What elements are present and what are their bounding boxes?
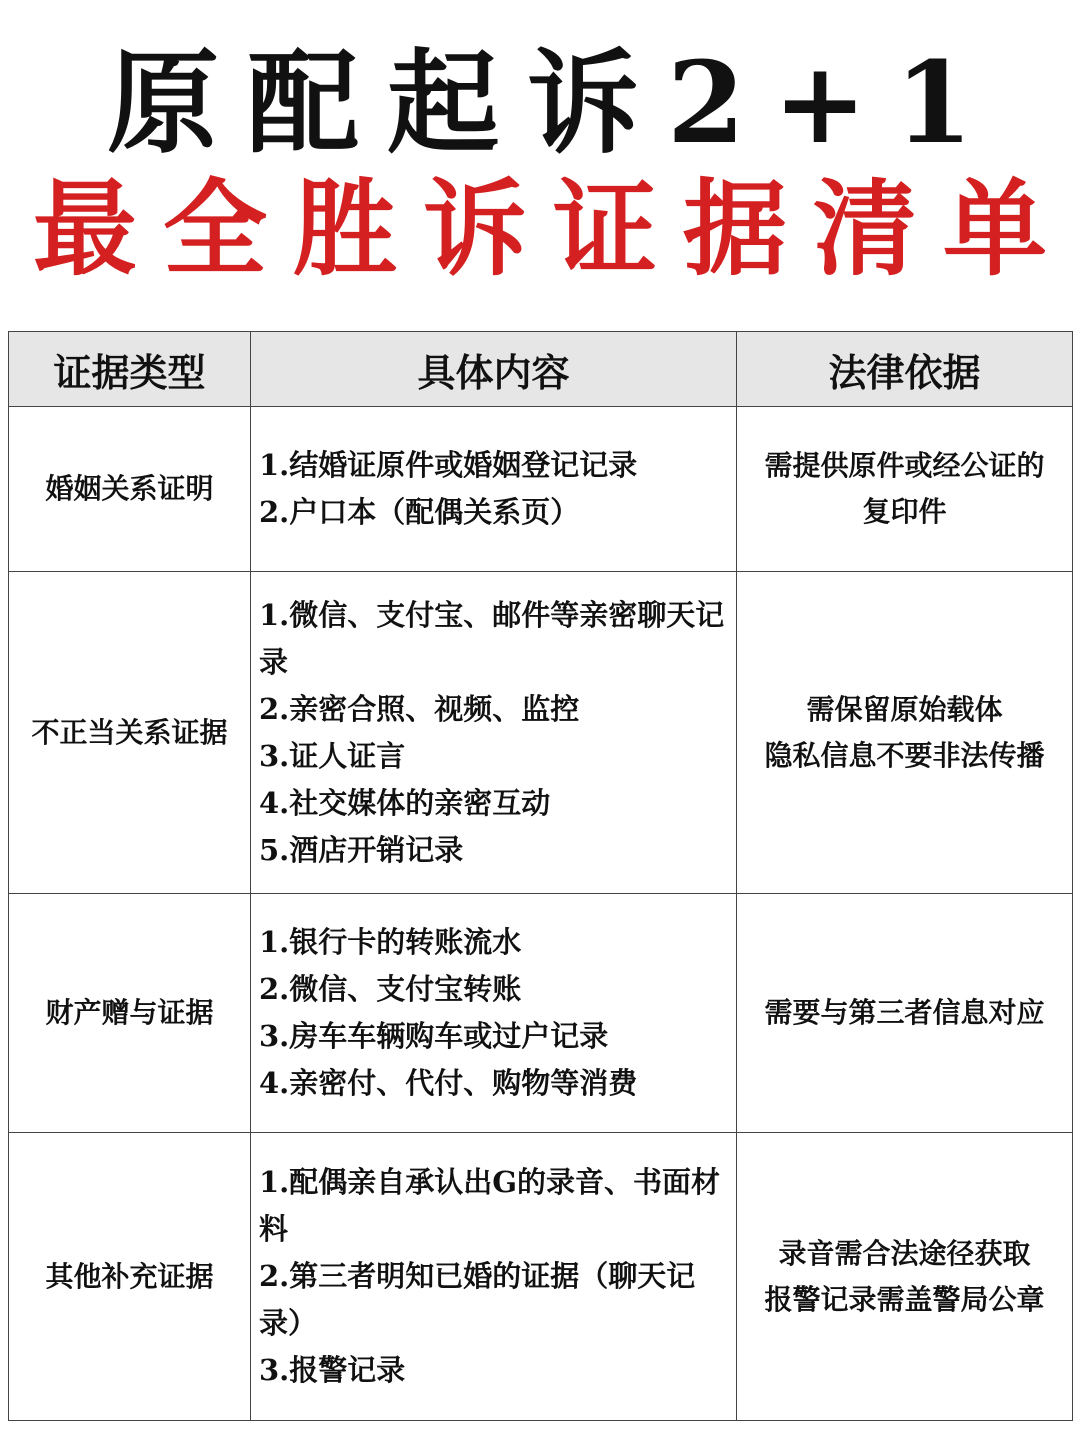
- content-cell: [251, 572, 737, 894]
- title-main: 原配起诉2+1: [107, 38, 1001, 169]
- evidence-type-cell: 不正当关系证据: [9, 572, 251, 894]
- content-item: 4.社交媒体的亲密互动: [259, 785, 551, 820]
- evidence-type-cell: 婚姻关系证明: [9, 407, 251, 572]
- title-subtitle: 最全胜诉证据清单: [32, 167, 1073, 290]
- header-legal-basis: 法律依据: [737, 332, 1073, 407]
- content-cell: [251, 894, 737, 1133]
- content-item: 2.户口本（配偶关系页）: [259, 495, 580, 529]
- content-cell: [251, 407, 737, 572]
- content-item: 3.证人证言: [259, 738, 406, 773]
- content-item: 4.亲密付、代付、购物等消费: [259, 1066, 638, 1100]
- title-block: [0, 40, 1080, 290]
- basis-line: 需保留原始载体: [806, 692, 1003, 726]
- basis-cell: [737, 1133, 1073, 1421]
- header-specific-content: 具体内容: [251, 332, 737, 407]
- basis-cell: [737, 407, 1073, 572]
- table-header-row: [9, 332, 1073, 407]
- header-evidence-type: 证据类型: [9, 332, 251, 407]
- basis-line: 需要与第三者信息对应: [764, 996, 1045, 1029]
- basis-line: 需提供原件或经公证的: [764, 449, 1045, 482]
- content-item: 3.房车车辆购车或过户记录: [259, 1019, 609, 1053]
- table-row: [9, 407, 1073, 572]
- content-item: 1.配偶亲自承认出G的录音、书面材料: [259, 1165, 721, 1246]
- basis-cell: [737, 894, 1073, 1133]
- basis-line: 隐私信息不要非法传播: [764, 738, 1045, 772]
- evidence-type-cell: 其他补充证据: [9, 1133, 251, 1421]
- table-row: [9, 572, 1073, 894]
- content-item: 2.微信、支付宝转账: [259, 972, 522, 1006]
- content-item: 1.银行卡的转账流水: [259, 925, 522, 959]
- content-item: 3.报警记录: [259, 1353, 406, 1387]
- evidence-table: [8, 331, 1073, 1421]
- basis-line: 录音需合法途径获取: [778, 1236, 1031, 1270]
- table-row: [9, 894, 1073, 1133]
- basis-line: 报警记录需盖警局公章: [764, 1282, 1045, 1316]
- content-item: 2.亲密合照、视频、监控: [259, 691, 580, 726]
- table-row: [9, 1133, 1073, 1421]
- evidence-type-cell: 财产赠与证据: [9, 894, 251, 1133]
- content-cell: [251, 1133, 737, 1421]
- basis-line: 复印件: [862, 495, 947, 528]
- basis-cell: [737, 572, 1073, 894]
- content-item: 2.第三者明知已婚的证据（聊天记录）: [259, 1259, 696, 1340]
- content-item: 1.微信、支付宝、邮件等亲密聊天记录: [259, 597, 725, 679]
- content-item: 1.结婚证原件或婚姻登记记录: [259, 448, 638, 482]
- content-item: 5.酒店开销记录: [259, 832, 464, 867]
